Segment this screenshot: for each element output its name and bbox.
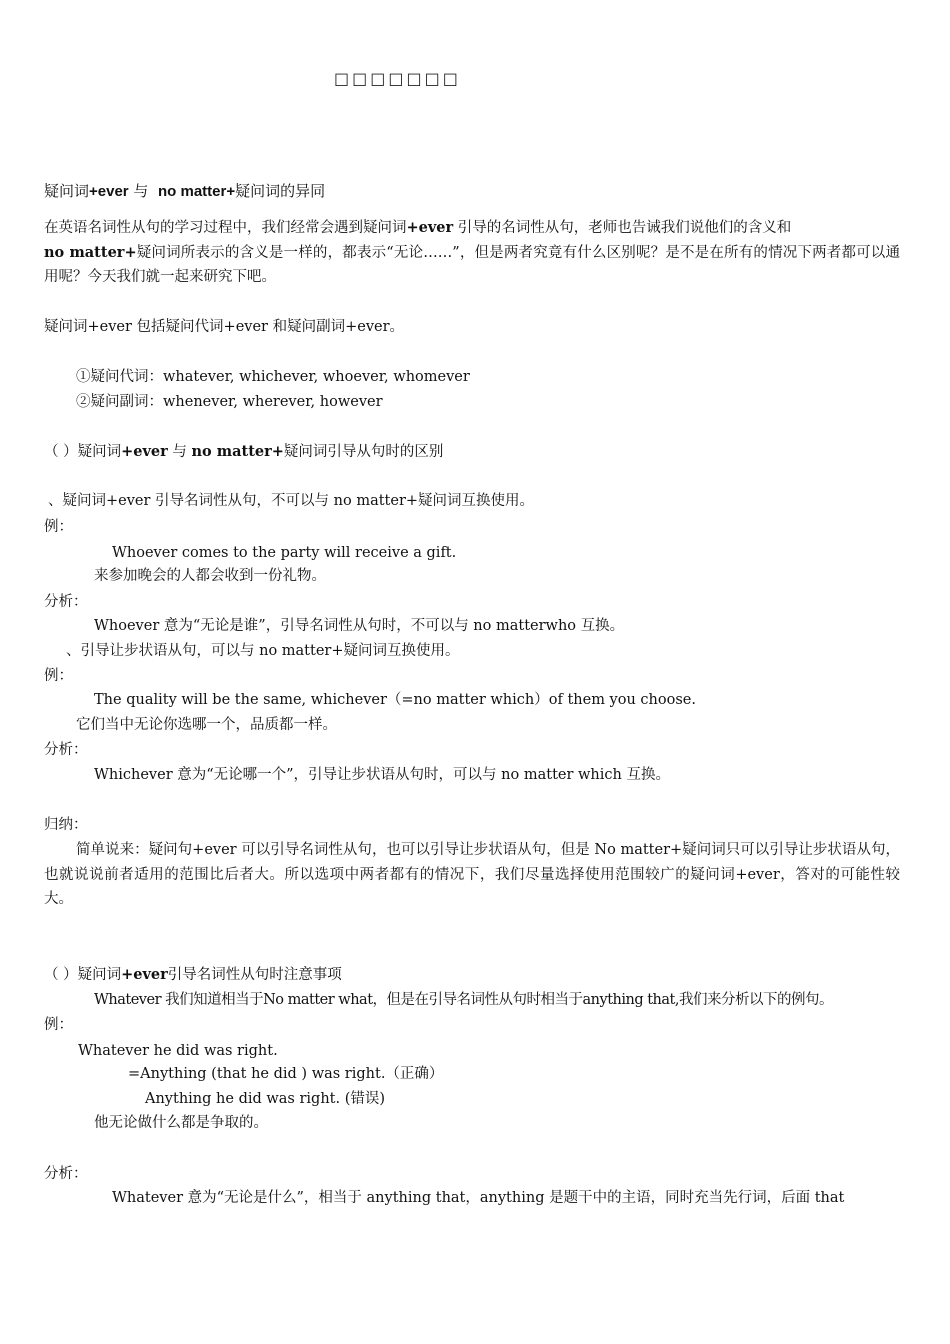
intro-bold: +ever — [406, 219, 454, 236]
adverb-list: ②疑问副词：whenever, wherever, however — [76, 394, 383, 410]
heading-text: 疑问词引导从句时的区别 — [283, 444, 444, 460]
section1-heading — [44, 443, 443, 461]
analysis-text: Whichever 意为“无论哪一个”，引导让步状语从句时，可以与 no matter which 互换。 — [94, 767, 670, 783]
example-chinese: 来参加晚会的人都会收到一份礼物。 — [94, 568, 326, 584]
title-part: 疑问词的异同 — [235, 182, 326, 200]
section2-heading — [44, 966, 342, 984]
analysis-label: 分析： — [44, 1166, 88, 1182]
example-english: Whatever he did was right. — [78, 1043, 278, 1059]
title-part: 与 — [133, 182, 149, 200]
analysis-label: 分析： — [44, 594, 88, 610]
title-part-bold: +ever — [89, 183, 129, 200]
heading-text: （ ）疑问词 — [44, 444, 122, 460]
example-correct: =Anything (that he did ) was right.（正确） — [128, 1066, 444, 1082]
heading-bold: +ever — [121, 966, 168, 983]
point-2: 、引导让步状语从句，可以与 no matter+疑问词互换使用。 — [66, 643, 460, 659]
example-english: Whoever comes to the party will receive a gift. — [112, 545, 457, 561]
example-label: 例： — [44, 1017, 73, 1033]
example-label: 例： — [44, 668, 73, 684]
heading-bold: no matter+ — [191, 443, 284, 460]
title-part: 疑问词 — [44, 182, 90, 200]
heading-text: （ ）疑问词 — [44, 967, 122, 983]
intro-text: 在英语名词性从句的学习过程中，我们经常会遇到疑问词 — [44, 220, 407, 236]
section2-intro: Whatever 我们知道相当于No matter what，但是在引导名词性从句时相当于anything that,我们来分析以下的例句。 — [94, 992, 833, 1008]
analysis-text: Whoever 意为“无论是谁”，引导名词性从句时，不可以与 no matterwho 互换。 — [94, 618, 625, 634]
definition-line: 疑问词+ever 包括疑问代词+ever 和疑问副词+ever。 — [44, 319, 405, 335]
summary-paragraph: 简单说来：疑问句+ever 可以引导名词性从句，也可以引导让步状语从句，但是 No matter+疑问词只可以引导让步状语从句，也就说说前者适用的范围比后者大。所以选项中两者都有的情况下，我们尽量选择使用范围较广的疑问词+ever，答对的可能性较大。 — [44, 842, 900, 907]
example-chinese: 他无论做什么都是争取的。 — [94, 1115, 268, 1131]
intro-paragraph — [44, 216, 900, 290]
analysis-text: Whatever 意为“无论是什么”，相当于 anything that，anything 是题干中的主语，同时充当先行词，后面 that — [112, 1190, 845, 1206]
title-part-bold: no matter+ — [157, 183, 236, 200]
pronoun-list: ①疑问代词：whatever, whichever, whoever, whomever — [76, 369, 470, 385]
example-english: The quality will be the same, whichever（=no matter which）of them you choose. — [94, 692, 696, 708]
intro-text: 引导的名词性从句，老师也告诫我们说他们的含义和 — [457, 220, 792, 236]
intro-bold: no matter+ — [44, 243, 137, 261]
page-header: □□□□□□□ — [334, 69, 461, 88]
heading-bold: +ever — [121, 443, 168, 460]
heading-text: 引导名词性从句时注意事项 — [167, 967, 342, 983]
heading-text: 与 — [167, 444, 192, 460]
example-chinese: 它们当中无论你选哪一个，品质都一样。 — [76, 717, 337, 733]
intro-text: 疑问词所表示的含义是一样的，都表示“无论……”，但是两者究竟有什么区别呢？是不是在所有的情况下两者都可以通用呢？今天我们就一起来研究下吧。 — [44, 244, 900, 285]
point-1: 、疑问词+ever 引导名词性从句，不可以与 no matter+疑问词互换使用。 — [48, 493, 535, 509]
article-title — [44, 182, 325, 201]
summary-label: 归纳： — [44, 817, 88, 833]
example-wrong: Anything he did was right. (错误) — [145, 1091, 386, 1107]
example-label: 例： — [44, 519, 73, 535]
analysis-label: 分析： — [44, 742, 88, 758]
